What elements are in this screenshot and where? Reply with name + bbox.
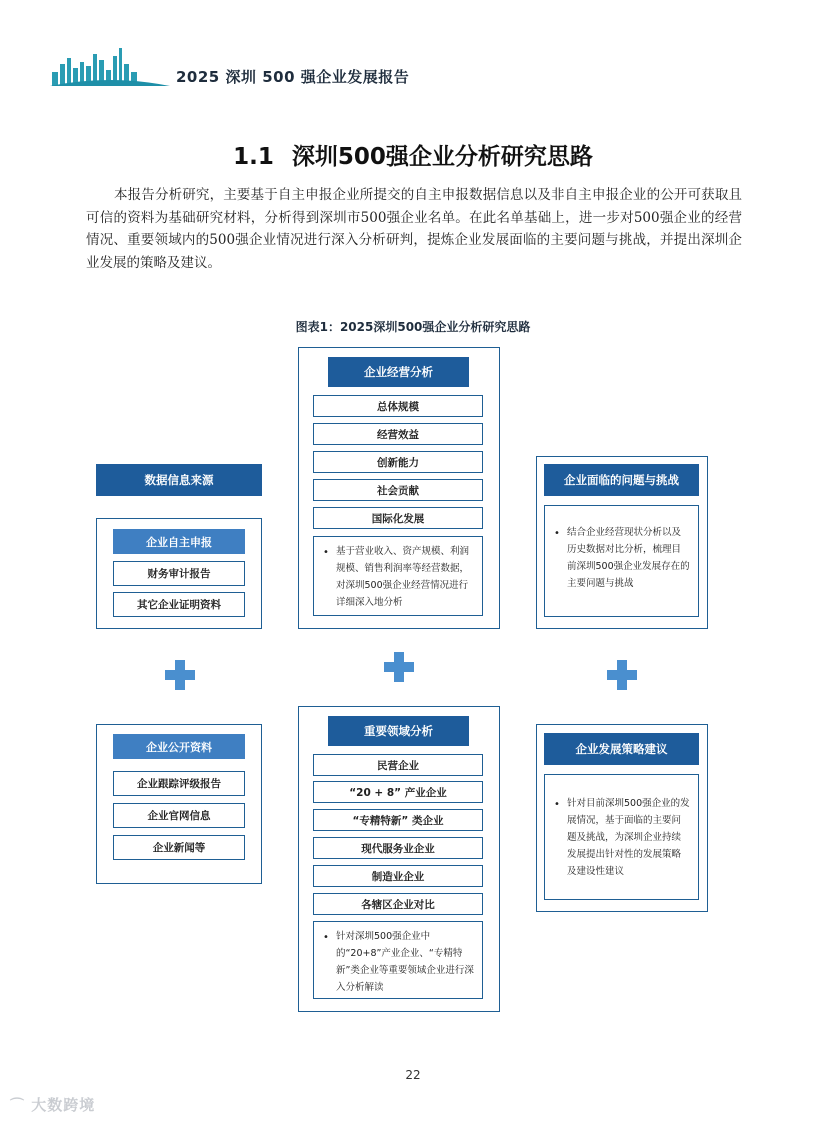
operations-item: 经营效益 (313, 423, 483, 445)
operations-item: 国际化发展 (313, 507, 483, 529)
public-data-title: 企业公开资料 (113, 734, 245, 759)
public-data-item: 企业官网信息 (113, 803, 245, 828)
strategy-header: 企业发展策略建议 (544, 733, 699, 765)
strategy-note: • 针对目前深圳500强企业的发展情况，基于面临的主要问题及挑战，为深圳企业持续发展提出针对性的发展策略及建设性建议 (544, 774, 699, 900)
data-source-header: 数据信息来源 (96, 464, 262, 496)
intro-paragraph: 本报告分析研究，主要基于自主申报企业所提交的自主申报数据信息以及非自主申报企业的公开可获取且可信的资料为基础研究材料，分析得到深圳市500强企业名单。在此名单基础上，进一步对500强企业的经营情况、重要领域内的500强企业情况进行深入分析研判，提炼企业发展面临的主要问题与挑战，并提出深圳企业发展的策略及建议。 (86, 187, 742, 271)
operations-item: 创新能力 (313, 451, 483, 473)
operations-item: 社会贡献 (313, 479, 483, 501)
key-fields-item: 民营企业 (313, 754, 483, 776)
skyline-logo (50, 44, 170, 88)
operations-header: 企业经营分析 (328, 357, 469, 387)
public-data-item: 企业跟踪评级报告 (113, 771, 245, 796)
section-title-text: 深圳500强企业分析研究思路 (291, 144, 593, 170)
plus-icon (384, 652, 414, 682)
key-fields-header: 重要领域分析 (328, 716, 469, 746)
key-fields-note-text: 针对深圳500强企业中的“20+8”产业企业、“专精特新”类企业等重要领域企业进行深入分析解读 (336, 931, 474, 993)
key-fields-note: • 针对深圳500强企业中的“20+8”产业企业、“专精特新”类企业等重要领域企业进行深入分析解读 (313, 921, 483, 999)
section-title (0, 138, 826, 171)
operations-item: 总体规模 (313, 395, 483, 417)
challenges-header: 企业面临的问题与挑战 (544, 464, 699, 496)
key-fields-item: 各辖区企业对比 (313, 893, 483, 915)
operations-note-text: 基于营业收入、资产规模、利润规模、销售利润率等经营数据，对深圳500强企业经营情况进行详细深入地分析 (336, 546, 470, 608)
watermark-logo-icon: ⌒ (10, 1098, 25, 1114)
key-fields-item: 现代服务业企业 (313, 837, 483, 859)
self-report-item: 其它企业证明资料 (113, 592, 245, 617)
public-data-item: 企业新闻等 (113, 835, 245, 860)
section-number: 1.1 (233, 144, 274, 170)
plus-icon (165, 660, 195, 690)
key-fields-item: “专精特新” 类企业 (313, 809, 483, 831)
strategy-note-text: 针对目前深圳500强企业的发展情况，基于面临的主要问题及挑战，为深圳企业持续发展提出针对性的发展策略及建设性建议 (567, 798, 690, 877)
operations-note: • 基于营业收入、资产规模、利润规模、销售利润率等经营数据，对深圳500强企业经营情况进行详细深入地分析 (313, 536, 483, 616)
key-fields-item: 制造业企业 (313, 865, 483, 887)
challenges-note-text: 结合企业经营现状分析以及历史数据对比分析，梳理目前深圳500强企业发展存在的主要问题与挑战 (567, 527, 690, 589)
report-header-title: 2025 深圳 500 强企业发展报告 (176, 68, 410, 86)
page-number: 22 (405, 1068, 421, 1082)
watermark (10, 1094, 95, 1115)
watermark-text: 大数跨境 (31, 1096, 96, 1114)
self-report-item: 财务审计报告 (113, 561, 245, 586)
self-report-title: 企业自主申报 (113, 529, 245, 554)
figure-caption: 图表1：2025深圳500强企业分析研究思路 (295, 320, 531, 334)
plus-icon (607, 660, 637, 690)
key-fields-item: “20 + 8” 产业企业 (313, 781, 483, 803)
challenges-note: • 结合企业经营现状分析以及历史数据对比分析，梳理目前深圳500强企业发展存在的主要问题与挑战 (544, 505, 699, 617)
